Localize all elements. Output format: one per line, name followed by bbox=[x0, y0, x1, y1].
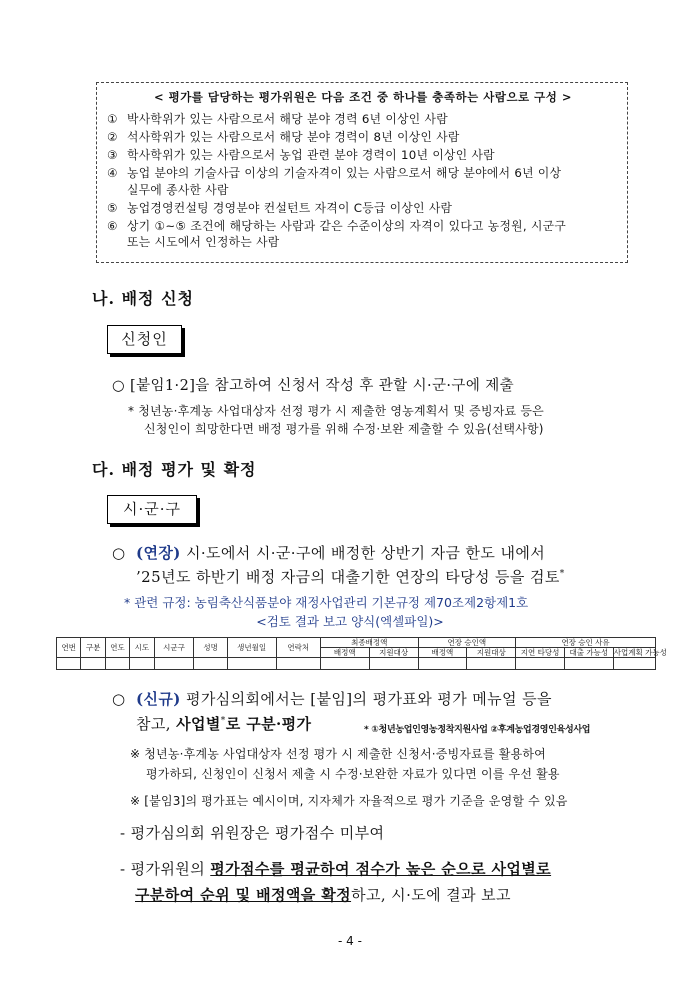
criteria-number: ⑤ bbox=[107, 200, 118, 215]
new-line2-b: 사업별 bbox=[176, 715, 221, 733]
dash-item-scoring-line2 bbox=[135, 884, 511, 905]
th-contact: 연락처 bbox=[276, 638, 320, 658]
extension-text: 시·도에서 시·군·구에 배정한 상반기 자금 한도 내에서 bbox=[180, 544, 546, 562]
criteria-number: ⑥ bbox=[107, 218, 118, 233]
criteria-item bbox=[107, 200, 619, 217]
criteria-number: ② bbox=[107, 130, 118, 144]
regulation-note: * 관련 규정: 농림축산식품분야 재정사업관리 기본규정 제70조제2항제1호 bbox=[124, 595, 529, 610]
criteria-text-line: 박사학위가 있는 사람으로서 해당 분야 경력 6년 이상인 사람 bbox=[127, 112, 448, 126]
criteria-text-line: 농업 분야의 기술사급 이상의 기술자격이 있는 사람으로서 해당 분야에서 6년 이상 bbox=[127, 166, 562, 180]
criteria-text bbox=[127, 129, 619, 146]
criteria-text-line: 석사학위가 있는 사람으로서 해당 분야 경력이 8년 이상인 사람 bbox=[127, 130, 460, 144]
label-applicant: 신청인 bbox=[107, 325, 182, 354]
review-result-table bbox=[56, 637, 667, 670]
th-type: 구분 bbox=[81, 638, 105, 658]
criteria-text-line: 학사학위가 있는 사람으로서 농업 관련 분야 경력이 10년 이상인 사람 bbox=[127, 148, 495, 162]
extension-line2-text: ’25년도 하반기 배정 자금의 대출기한 연장의 타당성 등을 검토 bbox=[136, 568, 560, 586]
criteria-text bbox=[127, 111, 619, 128]
th-sub-plan: 사업계획 가능성 bbox=[613, 648, 667, 657]
application-bullet: ○ [붙임1·2]을 참고하여 신청서 작성 후 관할 시·군·구에 제출 bbox=[112, 378, 515, 394]
extension-line2 bbox=[136, 566, 565, 587]
th-sub-target: 지원대상 bbox=[467, 648, 516, 658]
section-heading-evaluation: 다. 배정 평가 및 확정 bbox=[92, 460, 257, 479]
dash2-d: 하고, 시·도에 결과 보고 bbox=[351, 886, 511, 904]
table-caption: <검토 결과 보고 양식(엑셀파일)> bbox=[256, 614, 444, 629]
page-number: - 4 - bbox=[338, 934, 362, 948]
criteria-item bbox=[107, 129, 619, 146]
section-heading-application: 나. 배정 신청 bbox=[92, 289, 194, 308]
th-name: 성명 bbox=[194, 638, 227, 658]
dash-item-scoring-line1 bbox=[120, 858, 551, 879]
th-sub-loan: 대출 가능성 bbox=[564, 648, 613, 658]
criteria-text-line: 상기 ①~⑤ 조건에 해당하는 사람과 같은 수준이상의 자격이 있다고 농정원, 시군구 bbox=[127, 218, 567, 233]
bullet-circle: ○ bbox=[112, 544, 126, 562]
new-line2-c: 로 구분·평가 bbox=[225, 715, 312, 733]
criteria-box bbox=[96, 82, 628, 263]
label-city-county: 시·군·구 bbox=[107, 495, 197, 524]
new-line1 bbox=[112, 688, 552, 709]
criteria-text bbox=[127, 147, 619, 164]
th-city: 시군구 bbox=[154, 638, 194, 658]
new-note2: ※ [붙임3]의 평가표는 예시이며, 지자체가 자율적으로 평가 기준을 운영할 수 있음 bbox=[130, 794, 568, 808]
criteria-list bbox=[107, 111, 619, 251]
extension-sup: * bbox=[559, 569, 565, 579]
th-sub-amount: 배정액 bbox=[418, 648, 467, 658]
criteria-text bbox=[127, 218, 619, 251]
dash2-c: 구분하여 순위 및 배정액을 확정 bbox=[135, 886, 352, 904]
project-type-note: * ①청년농업인영농정착지원사업 ②후계농업경영인육성사업 bbox=[364, 725, 591, 735]
new-line2-sup: * bbox=[220, 716, 226, 726]
criteria-text-line: 농업경영컨설팅 경영분야 컨설턴트 자격이 C등급 이상인 사람 bbox=[127, 200, 453, 215]
criteria-title: < 평가를 담당하는 평가위원은 다음 조건 중 하나를 충족하는 사람으로 구성 > bbox=[153, 90, 573, 104]
bullet-circle: ○ bbox=[112, 690, 126, 708]
new-tag: (신규) bbox=[136, 690, 181, 708]
criteria-item bbox=[107, 111, 619, 128]
th-year: 연도 bbox=[105, 638, 129, 658]
th-final-allocation: 최종배정액 bbox=[320, 638, 418, 648]
dash2-b: 평가점수를 평균하여 점수가 높은 순으로 사업별로 bbox=[210, 860, 552, 878]
dash2-a: - 평가위원의 bbox=[120, 860, 211, 878]
application-note-line2: 신청인이 희망한다면 배정 평가를 위해 수정·보완 제출할 수 있음(선택사항) bbox=[144, 422, 544, 436]
criteria-number: ④ bbox=[107, 166, 118, 180]
th-sub-target: 지원대상 bbox=[369, 648, 418, 658]
criteria-number: ① bbox=[107, 112, 118, 126]
criteria-item bbox=[107, 165, 619, 198]
extension-tag: (연장) bbox=[136, 544, 181, 562]
th-no: 연번 bbox=[57, 638, 81, 658]
criteria-item bbox=[107, 218, 619, 251]
criteria-item bbox=[107, 147, 619, 164]
new-note1-line1: ※ 청년농·후계농 사업대상자 선정 평가 시 제출한 신청서·증빙자료를 활용하여 bbox=[130, 747, 546, 761]
new-line2 bbox=[136, 713, 311, 734]
table-row bbox=[57, 658, 656, 670]
new-line2-a: 참고, bbox=[136, 715, 177, 733]
th-extension-reason: 연장 승인 사유 bbox=[516, 638, 656, 648]
th-extension-approved: 연장 승인액 bbox=[418, 638, 516, 648]
new-text: 평가심의회에서는 [붙임]의 평가표와 평가 메뉴얼 등을 bbox=[180, 690, 552, 708]
dash-item-chair: - 평가심의회 위원장은 평가점수 미부여 bbox=[120, 824, 385, 842]
th-sub-amount: 배정액 bbox=[320, 648, 369, 658]
criteria-text-line: 실무에 종사한 사람 bbox=[127, 182, 229, 197]
th-birthdate: 생년월일 bbox=[227, 638, 276, 658]
criteria-text bbox=[127, 165, 619, 198]
th-sub-delay: 지연 타당성 bbox=[516, 648, 565, 658]
application-note-line1: * 청년농·후계농 사업대상자 선정 평가 시 제출한 영농계획서 및 증빙자료 등은 bbox=[128, 404, 544, 418]
criteria-text-line: 또는 시도에서 인정하는 사람 bbox=[127, 235, 280, 249]
extension-line1 bbox=[112, 542, 545, 563]
criteria-text bbox=[127, 200, 619, 217]
new-note1-line2: 평가하되, 신청인이 신청서 제출 시 수정·보완한 자료가 있다면 이를 우선 활용 bbox=[146, 767, 560, 781]
th-province: 시도 bbox=[130, 638, 154, 658]
criteria-number: ③ bbox=[107, 148, 118, 162]
